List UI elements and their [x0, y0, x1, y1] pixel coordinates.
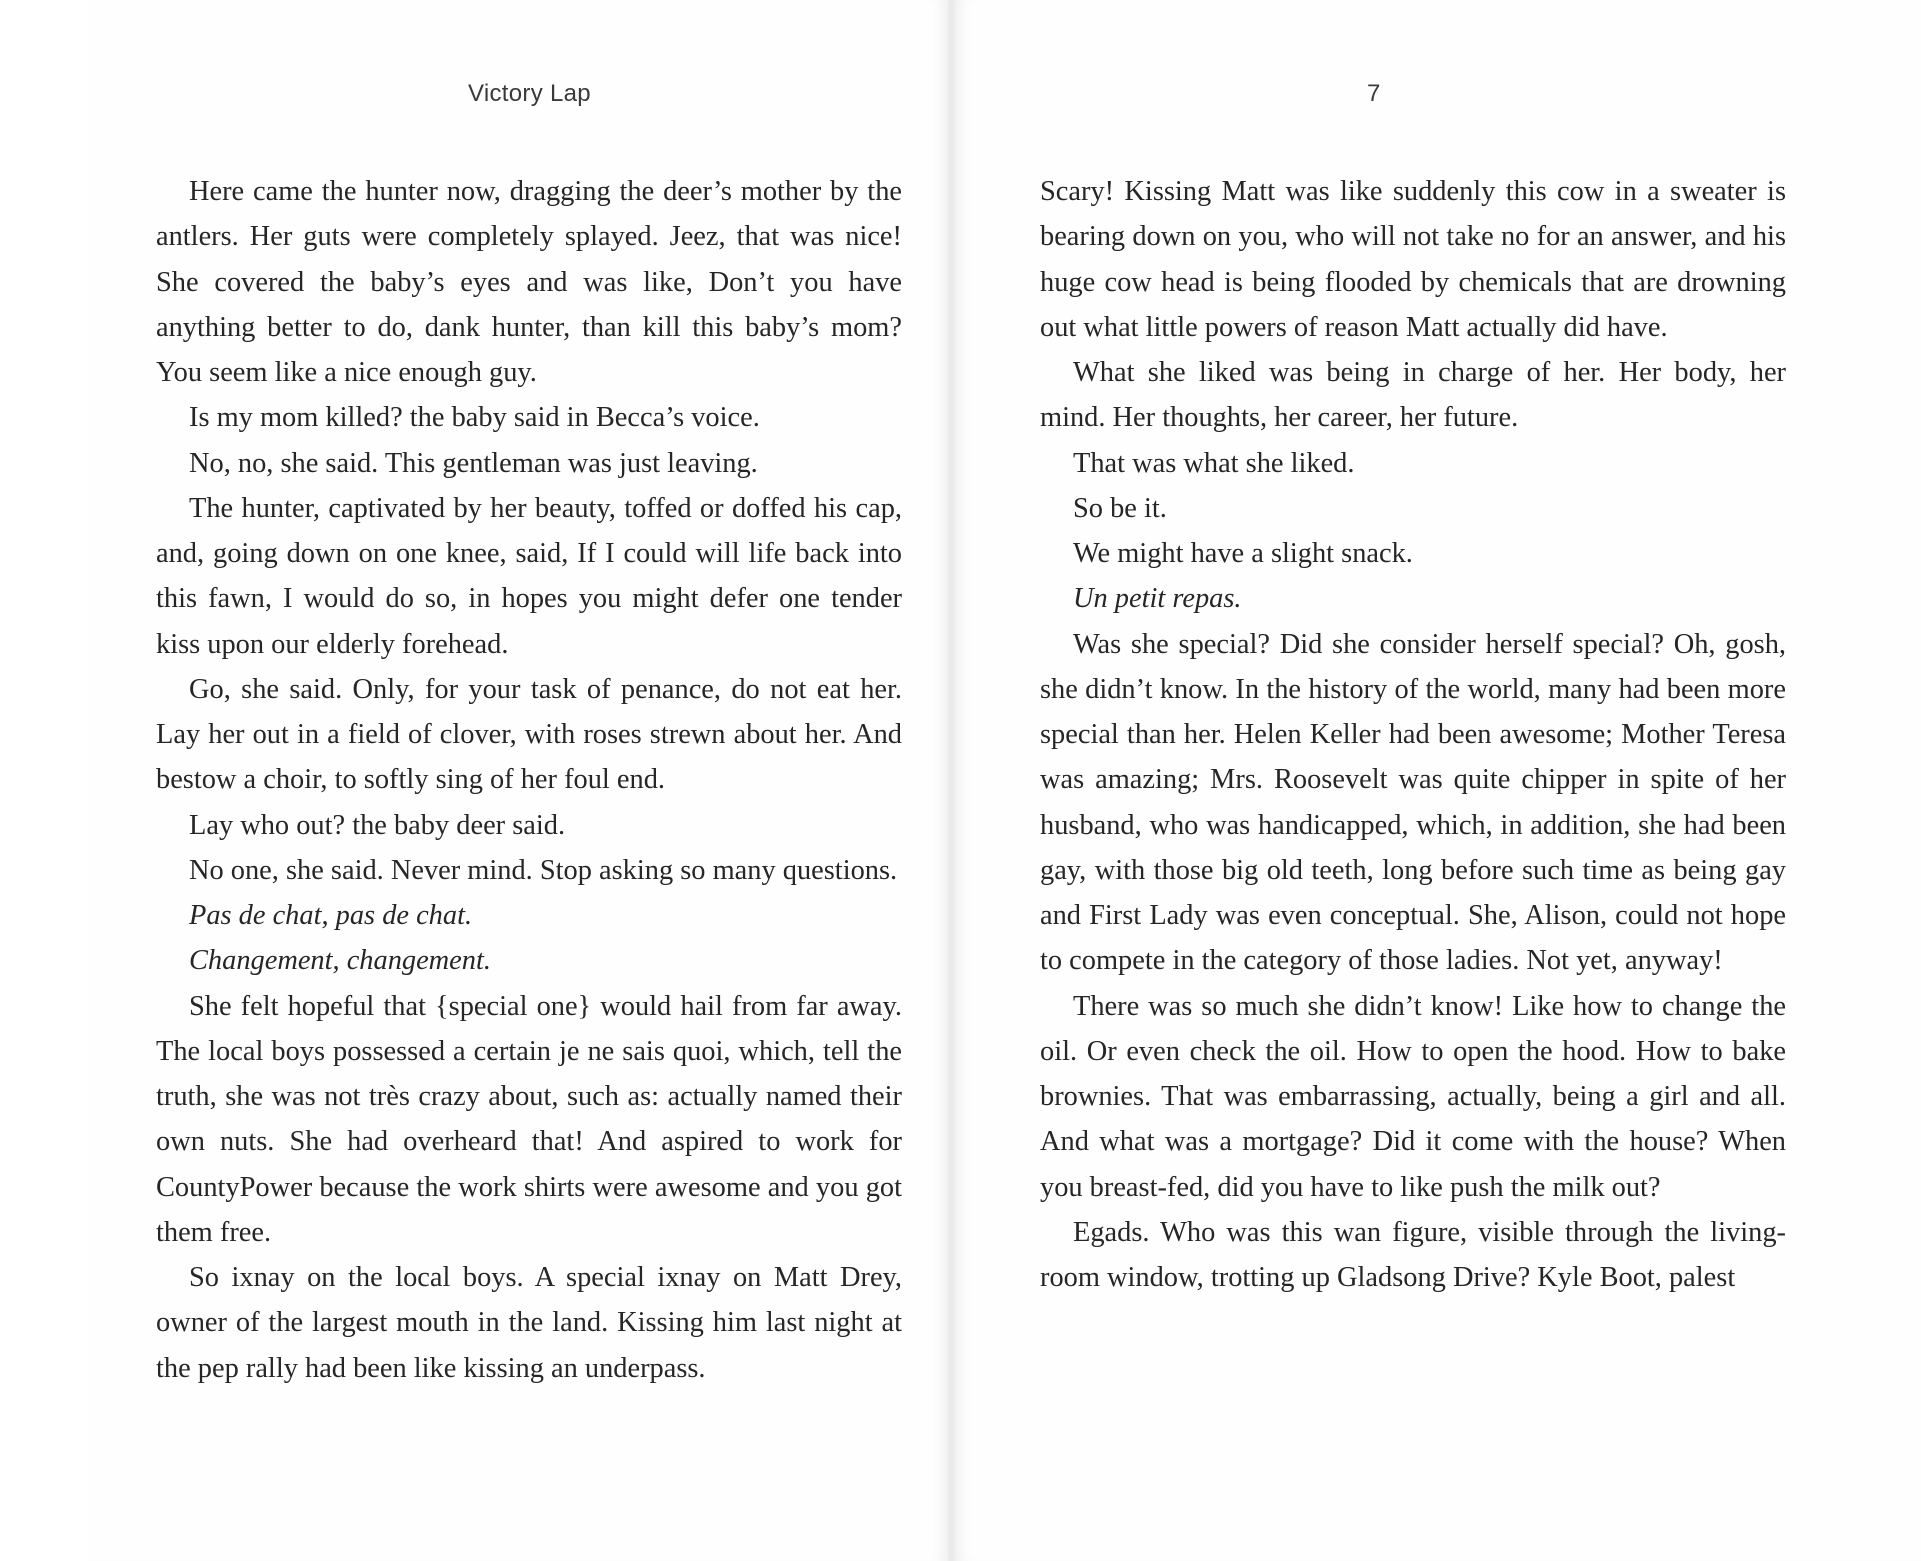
paragraph: Here came the hunter now, dragging the deer’s mother by the antlers. Her guts were completely splayed. Jeez, that was nice! She covered the baby’s eyes and was like, Don’t you have anything better to do, dank hunter, than kill this baby’s mom? You seem like a nice enough guy.: [156, 176, 902, 388]
paragraph: Lay who out? the baby deer said.: [189, 809, 566, 841]
italic-line: Changement, changement.: [189, 945, 491, 977]
paragraph-continued: Scary! Kissing Matt was like suddenly this cow in a sweater is bearing down on you, who will not take no for an answer, and his huge cow head is being flooded by chemicals that are drowning out what little powers of reason Matt actually did have.: [1040, 176, 1786, 343]
paragraph: That was what she liked.: [1073, 447, 1355, 479]
paragraph: Is my mom killed? the baby said in Becca’s voice.: [189, 402, 760, 434]
paragraph: So be it.: [1073, 492, 1167, 524]
paragraph: No, no, she said. This gentleman was just leaving.: [189, 447, 758, 479]
paragraph: The hunter, captivated by her beauty, toffed or doffed his cap, and, going down on one knee, said, If I could will life back into this fawn, I would do so, in hopes you might defer one tender kiss upon our elderly forehead.: [156, 492, 902, 660]
page-number: 7: [1367, 80, 1381, 107]
paragraph: So ixnay on the local boys. A special ixnay on Matt Drey, owner of the largest mouth in the land. Kissing him last night at the pep rally had been like kissing an underpass.: [156, 1262, 902, 1384]
paragraph: What she liked was being in charge of her. Her body, her mind. Her thoughts, her career, her future.: [1040, 357, 1786, 434]
paragraph: She felt hopeful that {special one} would hail from far away. The local boys possessed a certain je ne sais quoi, which, tell the truth, she was not très crazy about, such as: actually named their own nuts. She had overheard that! And aspired to work for CountyPower because the work shirts were awesome and you got them free.: [156, 990, 902, 1248]
running-head: Victory Lap: [468, 80, 591, 107]
right-page: [955, 0, 1921, 1561]
left-page: [88, 0, 948, 1561]
italic-line: Un petit repas.: [1073, 583, 1242, 615]
paragraph: Was she special? Did she consider herself special? Oh, gosh, she didn’t know. In the history of the world, many had been more special than her. Helen Keller had been awesome; Mother Teresa was amazing; Mrs. Roosevelt was quite chipper in spite of her husband, who was handicapped, which, in addition, she had been gay, with those big old teeth, long before such time as being gay and First Lady was even conceptual. She, Alison, could not hope to compete in the category of those ladies. Not yet, anyway!: [1040, 628, 1786, 977]
paragraph: We might have a slight snack.: [1073, 538, 1413, 569]
paragraph: Egads. Who was this wan figure, visible through the living-room window, trotting up Gladsong Drive? Kyle Boot, palest: [1040, 1216, 1786, 1293]
paragraph: No one, she said. Never mind. Stop asking so many questions.: [189, 854, 898, 886]
italic-line: Pas de chat, pas de chat.: [189, 900, 473, 931]
paragraph: Go, she said. Only, for your task of penance, do not eat her. Lay her out in a field of clover, with roses strewn about her. And bestow a choir, to softly sing of her foul end.: [156, 673, 902, 796]
right-page-text: [1040, 169, 1786, 1300]
left-page-text: [156, 169, 902, 1391]
paragraph: There was so much she didn’t know! Like how to change the oil. Or even check the oil. How to open the hood. How to bake brownies. That was embarrassing, actually, being a girl and all. And what was a mortgage? Did it come with the house? When you breast-fed, did you have to like push the milk out?: [1040, 990, 1786, 1203]
